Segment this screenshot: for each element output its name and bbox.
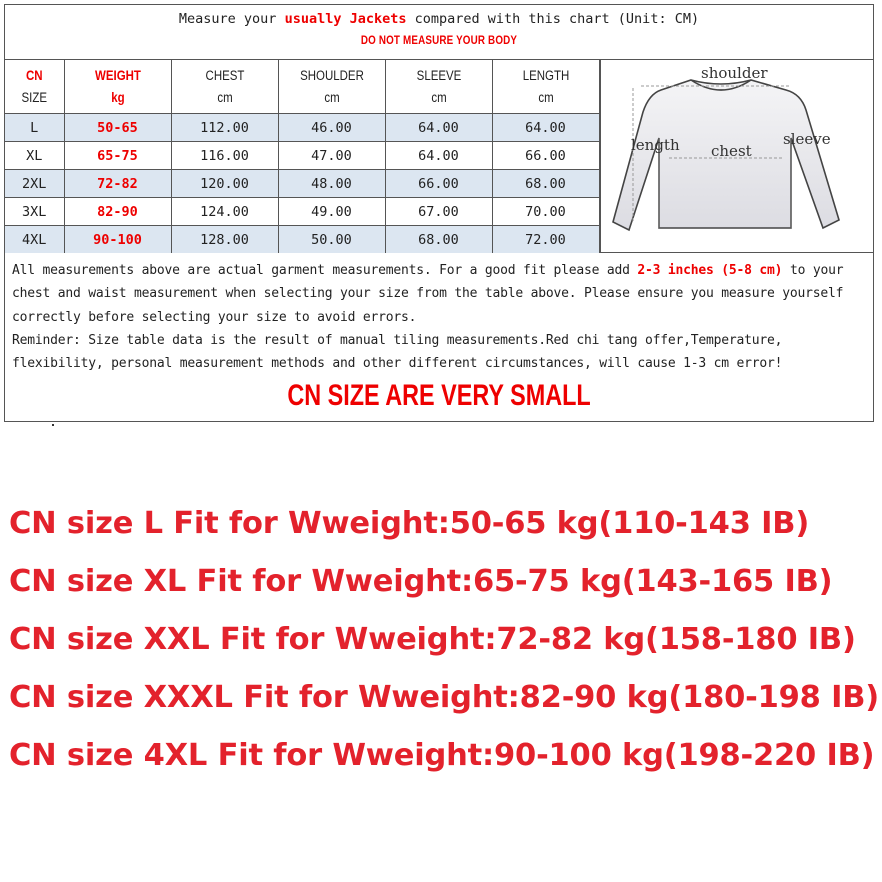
header-highlight: usually Jackets (284, 11, 407, 27)
cell-size: XL (5, 142, 64, 170)
fit-line: CN size XL Fit for Wweight:65-75 kg(143-165 IB) (9, 564, 833, 599)
cell-chest: 120.00 (171, 170, 278, 198)
cell-sleeve: 68.00 (385, 226, 492, 254)
cell-shoulder: 49.00 (278, 198, 385, 226)
cell-size: 3XL (5, 198, 64, 226)
cell-weight: 65-75 (64, 142, 171, 170)
sweater-icon (601, 60, 875, 252)
header-instruction (5, 5, 873, 29)
cell-size: 2XL (5, 170, 64, 198)
chart-header (5, 5, 873, 60)
notes-highlight: 2-3 inches (5-8 cm) (637, 263, 783, 278)
header-text-post: compared with this chart (Unit: CM) (406, 11, 700, 27)
chart-middle (5, 60, 873, 253)
cell-weight: 90-100 (64, 226, 171, 254)
cell-sleeve: 66.00 (385, 170, 492, 198)
cell-length: 66.00 (492, 142, 599, 170)
header-text-pre: Measure your (178, 11, 285, 27)
fit-list (9, 506, 879, 796)
cell-size: 4XL (5, 226, 64, 254)
diagram-label-chest: chest (710, 142, 752, 160)
fit-line: CN size XXXL Fit for Wweight:82-90 kg(180-198 IB) (9, 680, 880, 715)
table-row (5, 170, 599, 198)
cell-sleeve: 64.00 (385, 142, 492, 170)
header-sleeve: SLEEVE cm (385, 60, 492, 114)
header-weight: WEIGHT kg (64, 60, 171, 114)
stray-dot (52, 424, 54, 426)
notes-text-cont: to your chest and waist measurement when selecting your size from the table above. Please ensure you measure yourself correctly before selecting your size to avoid errors. (12, 263, 844, 325)
fit-line: CN size XXL Fit for Wweight:72-82 kg(158-180 IB) (9, 622, 856, 657)
size-chart (4, 4, 874, 422)
header-size: CN SIZE (5, 60, 64, 114)
diagram-label-shoulder: shoulder (700, 64, 767, 82)
cell-sleeve: 64.00 (385, 114, 492, 142)
cell-shoulder: 47.00 (278, 142, 385, 170)
header-chest: CHEST cm (171, 60, 278, 114)
cell-length: 64.00 (492, 114, 599, 142)
table-row (5, 198, 599, 226)
diagram-label-length: length (630, 136, 680, 154)
cell-weight: 72-82 (64, 170, 171, 198)
table-header-row (5, 60, 599, 114)
size-table (5, 60, 600, 253)
cell-weight: 82-90 (64, 198, 171, 226)
cell-length: 70.00 (492, 198, 599, 226)
notes-text: All measurements above are actual garment measurements. For a good fit please add (12, 263, 638, 278)
table-row (5, 114, 599, 142)
notes-section (5, 253, 873, 375)
cell-weight: 50-65 (64, 114, 171, 142)
cell-chest: 124.00 (171, 198, 278, 226)
header-length: LENGTH cm (492, 60, 599, 114)
fit-line: CN size L Fit for Wweight:50-65 kg(110-143 IB) (9, 506, 810, 541)
diagram-label-sleeve: sleeve (782, 130, 831, 148)
header-shoulder: SHOULDER cm (278, 60, 385, 114)
header-warning: DO NOT MEASURE YOUR BODY (360, 33, 518, 47)
cell-chest: 128.00 (171, 226, 278, 254)
reminder-text: Reminder: Size table data is the result of manual tiling measurements.Red chi tang offer,Temperature, flexibility, personal measurement methods and other different circumstances, will cause 1-3 cm error! (12, 332, 783, 372)
cell-shoulder: 48.00 (278, 170, 385, 198)
cell-length: 72.00 (492, 226, 599, 254)
garment-diagram (600, 60, 874, 252)
cell-size: L (5, 114, 64, 142)
fit-line: CN size 4XL Fit for Wweight:90-100 kg(198-220 IB) (9, 738, 875, 773)
cell-shoulder: 46.00 (278, 114, 385, 142)
cell-chest: 116.00 (171, 142, 278, 170)
cell-shoulder: 50.00 (278, 226, 385, 254)
table-row (5, 142, 599, 170)
cell-chest: 112.00 (171, 114, 278, 142)
small-size-warning: CN SIZE ARE VERY SMALL (287, 379, 591, 413)
cell-length: 68.00 (492, 170, 599, 198)
table-row (5, 226, 599, 254)
cell-sleeve: 67.00 (385, 198, 492, 226)
